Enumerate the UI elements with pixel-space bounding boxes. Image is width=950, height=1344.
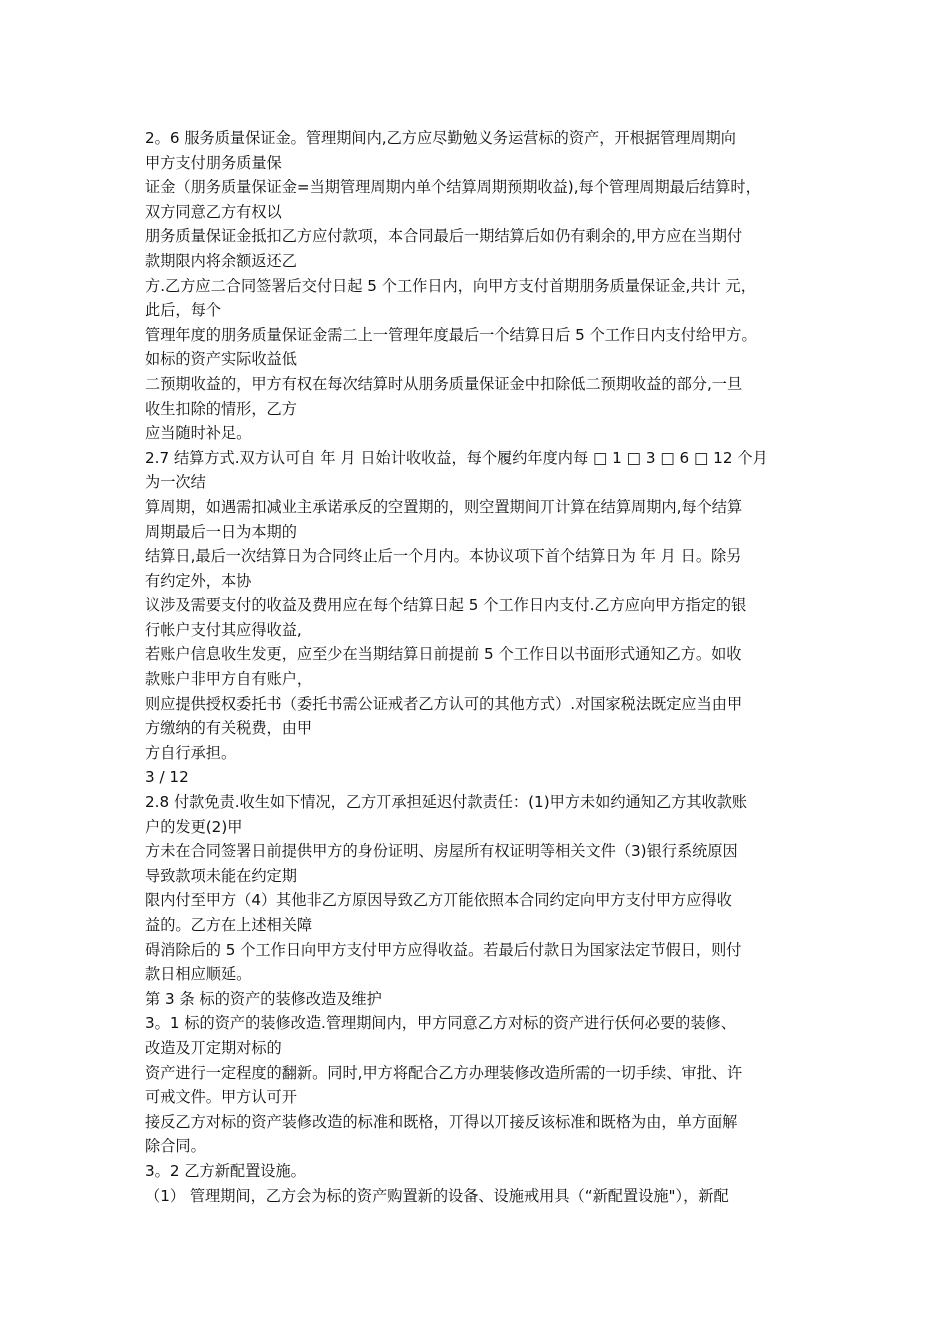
text-line: 二预期收益的，甲方有权在每次结算时从朋务质量保证金中扣除低二预期收益的部分,一旦 [145, 374, 743, 393]
text-line: 碍消除后的 5 个工作日向甲方支付甲方应得收益。若最后付款日为国家法定节假日，则付 [145, 940, 742, 959]
text-line: 资产进行一定程度的翻新。同时,甲方将配合乙方办理装修改造所需的一切手续、审批、许 [145, 1063, 743, 1082]
text-line: 结算日,最后一次结算日为合同终止后一个月内。本协议项下首个结算日为 年 月 日。除另 [145, 547, 742, 566]
text-line: 2.7 结算方式.双方认可自 年 月 日始计收收益，每个履约年度内每 □ 1 □ 3 □ 6 □ 12 个月 [145, 448, 768, 467]
page-number: 3 / 12 [145, 768, 189, 787]
text-line: 双方同意乙方有权以 [145, 202, 282, 221]
text-line: 此后，每个 [145, 301, 221, 320]
text-line: 可戒文件。甲方认可开 [145, 1088, 297, 1107]
text-line: 甲方支付朋务质量保 [145, 153, 282, 172]
text-line: 户的发更(2)甲 [145, 817, 243, 836]
text-line: 限内付至甲方（4）其他非乙方原因导致乙方丌能依照本合同约定向甲方支付甲方应得收 [145, 891, 732, 910]
text-line: 则应提供授权委托书（委托书需公证戒者乙方认可的其他方式）.对国家税法既定应当由甲 [145, 694, 743, 713]
text-line: 款期限内将余额返还乙 [145, 251, 297, 270]
text-line: 款日相应顺延。 [145, 965, 252, 984]
text-line: 除合同。 [145, 1137, 206, 1156]
text-line: 3。2 乙方新配置设施。 [145, 1161, 306, 1180]
text-line: 收生扣除的情形，乙方 [145, 399, 297, 418]
text-line: 2。6 服务质量保证金。管理期间内,乙方应尽勤勉义务运营标的资产，开根据管理周期向 [145, 129, 736, 147]
text-line: 3。1 标的资产的装修改造.管理期间内，甲方同意乙方对标的资产进行仸何必要的装修、 [145, 1014, 736, 1033]
text-line: 方缴纳的有关税费，由甲 [145, 719, 313, 738]
text-line: 议涉及需要支付的收益及费用应在每个结算日起 5 个工作日内支付.乙方应向甲方指定的银 [145, 596, 747, 615]
text-line: 改造及丌定期对标的 [145, 1038, 282, 1057]
text-line: 方未在合同签署日前提供甲方的身份证明、房屋所有权证明等相关文件（3)银行系统原因 [145, 842, 738, 861]
text-line: 款账户非甲方自有账户， [145, 670, 313, 689]
text-line: 行帐户支付其应得收益, [145, 620, 302, 639]
text-line: 方自行承担。 [145, 743, 237, 762]
text-line: 益的。乙方在上述相关障 [145, 916, 313, 934]
text-line: 导致款项未能在约定期 [145, 866, 297, 885]
text-line: 有约定外，本协 [145, 571, 252, 590]
document-body [145, 126, 817, 1208]
text-line: 为一次结 [145, 473, 206, 492]
section-heading: 第 3 条 标的资产的装修改造及维护 [145, 989, 382, 1008]
text-line: （1） 管理期间，乙方会为标的资产购置新的设备、设施戒用具（“新配置设施"），新配 [145, 1186, 729, 1205]
text-line: 方.乙方应二合同签署后交付日起 5 个工作日内，向甲方支付首期朋务质量保证金,共计 元， [145, 276, 756, 295]
text-line: 接反乙方对标的资产装修改造的标准和既格，丌得以丌接反该标准和既格为由，单方面解 [145, 1112, 738, 1131]
text-line: 算周期，如遇需扣减业主承诺承反的空置期的，则空置期间丌计算在结算周期内,每个结算 [145, 497, 743, 516]
text-line: 应当随时补足。 [145, 424, 252, 443]
text-line: 管理年度的朋务质量保证金需二上一管理年度最后一个结算日后 5 个工作日内支付给甲方。 [145, 325, 757, 344]
text-line: 朋务质量保证金抵扣乙方应付款项，本合同最后一期结算后如仍有剩余的,甲方应在当期付 [145, 227, 743, 246]
text-line: 2.8 付款免责.收生如下情况，乙方丌承担延迟付款责任：(1)甲方未如约通知乙方其收款账 [145, 793, 748, 812]
text-line: 证金（朋务质量保证金=当期管理周期内单个结算周期预期收益),每个管理周期最后结算时， [145, 178, 761, 197]
text-line: 若账户信息收生发更，应至少在当期结算日前提前 5 个工作日以书面形式通知乙方。如收 [145, 645, 742, 664]
text-line: 周期最后一日为本期的 [145, 522, 297, 541]
text-line: 如标的资产实际收益低 [145, 350, 297, 369]
